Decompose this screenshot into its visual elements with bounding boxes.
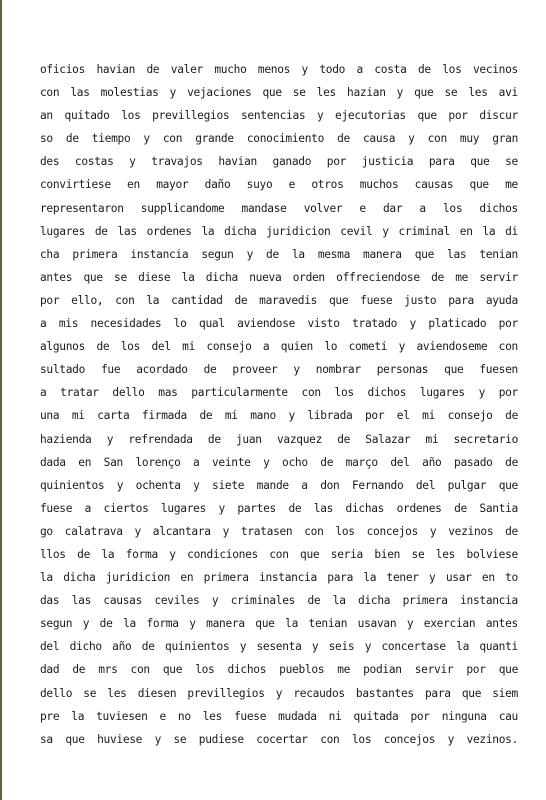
text-line: hazienda y refrendada de juan vazquez de Salazar mi secretario (40, 432, 518, 446)
page-edge-rule (0, 0, 2, 800)
text-line: a tratar dello mas particularmente con los dichos lugares y por (40, 386, 518, 400)
text-line: oficios havian de valer mucho menos y todo a costa de los vecinos (40, 63, 518, 76)
text-line: segun y de la forma y manera que la tenian usavan y exercian antes (40, 617, 518, 631)
document-page (40, 58, 518, 751)
text-line: dada en San lorenço a veinte y ocho de março del año pasado de (40, 455, 518, 469)
text-line: por ello, con la cantidad de maravedis que fuese justo para ayuda (40, 293, 518, 307)
text-line: pre la tuviesen e no les fuese mudada ni quitada por ninguna cau (40, 709, 518, 723)
text-line: sultado fue acordado de proveer y nombrar personas que fuesen (40, 363, 518, 377)
text-line: del dicho año de quinientos y sesenta y seis y concertase la quanti (40, 640, 518, 654)
text-line: fuese a ciertos lugares y partes de las dichas ordenes de Santia (40, 501, 518, 515)
text-line: dello se les diesen previllegios y recaudos bastantes para que siem (40, 686, 518, 700)
text-line: go calatrava y alcantara y tratasen con los concejos y vezinos de (40, 524, 518, 538)
text-line: des costas y travajos havian ganado por justicia para que se (40, 155, 518, 169)
text-line: convirtiese en mayor daño suyo e otros muchos causas que me (40, 178, 518, 192)
text-line: dad de mrs con que los dichos pueblos me podian servir por que (40, 663, 518, 677)
text-line: lugares de las ordenes la dicha juridicion cevil y criminal en la di (40, 224, 518, 238)
text-line: quinientos y ochenta y siete mande a don Fernando del pulgar que (40, 478, 518, 492)
text-line: a mis necesidades lo qual aviendose visto tratado y platicado por (40, 317, 518, 331)
text-line: so de tiempo y con grande conocimiento de causa y con muy gran (40, 132, 518, 146)
text-line: cha primera instancia segun y de la mesma manera que las tenian (40, 247, 518, 261)
text-line: con las molestias y vejaciones que se les hazian y que se les avi (40, 86, 518, 100)
text-line: llos de la forma y condiciones con que seria bien se les bolviese (40, 547, 518, 561)
text-line: algunos de los del mi consejo a quien lo cometi y aviendoseme con (40, 340, 518, 354)
text-line: an quitado los previllegios sentencias y ejecutorias que por discur (40, 109, 518, 123)
text-line: sa que huviese y se pudiese cocertar con los concejos y vezinos. (40, 732, 518, 746)
text-line: la dicha juridicion en primera instancia para la tener y usar en to (40, 571, 518, 585)
text-line: das las causas ceviles y criminales de la dicha primera instancia (40, 594, 518, 608)
text-line: antes que se diese la dicha nueva orden offreciendose de me servir (40, 270, 518, 284)
text-line: una mi carta firmada de mi mano y librada por el mi consejo de (40, 409, 518, 423)
text-line: representaron supplicandome mandase volver e dar a los dichos (40, 201, 518, 215)
